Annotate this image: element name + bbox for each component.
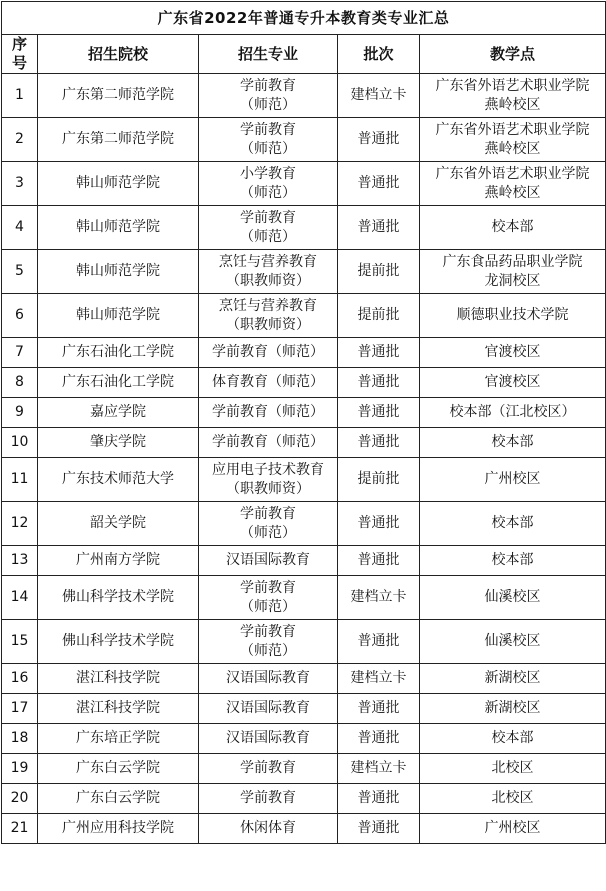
site-cell-line: 广州校区: [484, 471, 541, 487]
school-cell: 广东第二师范学院: [38, 118, 199, 162]
major-cell: [199, 784, 338, 814]
summary-table: [1, 1, 606, 844]
major-cell: [199, 338, 338, 368]
batch-cell: 建档立卡: [338, 664, 420, 694]
row-number-cell: 21: [2, 814, 38, 844]
school-cell: 韩山师范学院: [38, 162, 199, 206]
major-cell-line: 学前教育: [240, 77, 296, 94]
school-cell: 佛山科学技术学院: [38, 576, 199, 620]
table-row: [2, 368, 606, 398]
row-number-cell: 9: [2, 398, 38, 428]
site-cell-line: 广东省外语艺术职业学院: [435, 121, 590, 138]
table-row: [2, 162, 606, 206]
batch-cell: 普通批: [338, 546, 420, 576]
site-cell-line: 龙洞校区: [484, 272, 541, 289]
site-cell: [420, 428, 606, 458]
row-number-cell: 14: [2, 576, 38, 620]
batch-cell: 建档立卡: [338, 74, 420, 118]
row-number-cell: 19: [2, 754, 38, 784]
major-cell-line: （师范）: [240, 140, 296, 157]
major-cell-line: 学前教育: [240, 209, 296, 226]
table-row: [2, 250, 606, 294]
table-row: [2, 694, 606, 724]
major-cell-line: 汉语国际教育: [226, 670, 310, 686]
header-site: 教学点: [420, 35, 606, 74]
site-cell: [420, 74, 606, 118]
site-cell-line: 广州校区: [484, 820, 541, 836]
row-number-cell: 17: [2, 694, 38, 724]
school-cell: 韩山师范学院: [38, 294, 199, 338]
major-cell-line: 烹饪与营养教育: [219, 297, 317, 314]
table-row: [2, 428, 606, 458]
table-row: [2, 206, 606, 250]
site-cell: [420, 338, 606, 368]
batch-cell: 建档立卡: [338, 754, 420, 784]
site-cell: [420, 398, 606, 428]
batch-cell: 普通批: [338, 368, 420, 398]
table-row: [2, 338, 606, 368]
batch-cell: 普通批: [338, 694, 420, 724]
row-number-cell: 18: [2, 724, 38, 754]
major-cell-line: 小学教育: [240, 165, 296, 182]
site-cell: [420, 206, 606, 250]
school-cell: 肇庆学院: [38, 428, 199, 458]
major-cell: [199, 814, 338, 844]
school-cell: 湛江科技学院: [38, 694, 199, 724]
site-cell: [420, 118, 606, 162]
table-row: [2, 294, 606, 338]
batch-cell: 普通批: [338, 398, 420, 428]
school-cell: 韶关学院: [38, 502, 199, 546]
major-cell: [199, 694, 338, 724]
site-cell: [420, 294, 606, 338]
row-number-cell: 4: [2, 206, 38, 250]
row-number-cell: 10: [2, 428, 38, 458]
site-cell-line: 广东食品药品职业学院: [442, 253, 583, 270]
site-cell-line: 校本部: [491, 552, 534, 568]
major-cell-line: 学前教育: [240, 760, 296, 776]
table-row: [2, 118, 606, 162]
major-cell-line: （师范）: [240, 524, 296, 541]
table-title: 广东省2022年普通专升本教育类专业汇总: [2, 2, 606, 35]
major-cell-line: 汉语国际教育: [226, 700, 310, 716]
header-major: 招生专业: [199, 35, 338, 74]
batch-cell: 提前批: [338, 458, 420, 502]
site-cell-line: 顺德职业技术学院: [456, 307, 569, 323]
school-cell: 广东第二师范学院: [38, 74, 199, 118]
batch-cell: 普通批: [338, 502, 420, 546]
major-cell: [199, 754, 338, 784]
major-cell-line: 汉语国际教育: [226, 730, 310, 746]
site-cell: [420, 576, 606, 620]
major-cell-line: 体育教育（师范）: [212, 374, 324, 390]
major-cell-line: 学前教育: [240, 121, 296, 138]
major-cell-line: 应用电子技术教育: [212, 461, 324, 478]
batch-cell: 建档立卡: [338, 576, 420, 620]
major-cell-line: （师范）: [240, 642, 296, 659]
major-cell-line: （师范）: [240, 184, 296, 201]
major-cell: [199, 664, 338, 694]
major-cell: [199, 576, 338, 620]
major-cell-line: （师范）: [240, 228, 296, 245]
row-number-cell: 13: [2, 546, 38, 576]
site-cell-line: 官渡校区: [484, 344, 541, 360]
school-cell: 广州南方学院: [38, 546, 199, 576]
table-row: [2, 502, 606, 546]
major-cell-line: （职教师资）: [226, 480, 310, 497]
site-cell: [420, 664, 606, 694]
batch-cell: 普通批: [338, 206, 420, 250]
major-cell: [199, 368, 338, 398]
table-row: [2, 458, 606, 502]
school-cell: 广东培正学院: [38, 724, 199, 754]
major-cell-line: （师范）: [240, 598, 296, 615]
table-row: [2, 74, 606, 118]
site-cell-line: 燕岭校区: [484, 96, 541, 113]
table-row: [2, 576, 606, 620]
major-cell-line: 学前教育: [240, 623, 296, 640]
major-cell: [199, 458, 338, 502]
school-cell: 广东石油化工学院: [38, 368, 199, 398]
header-row: [2, 35, 606, 74]
site-cell: [420, 458, 606, 502]
site-cell: [420, 250, 606, 294]
row-number-cell: 15: [2, 620, 38, 664]
header-batch: 批次: [338, 35, 420, 74]
major-cell: [199, 118, 338, 162]
major-cell-line: （职教师资）: [226, 272, 310, 289]
site-cell-line: 校本部（江北校区）: [449, 404, 576, 420]
table-row: [2, 620, 606, 664]
row-number-cell: 16: [2, 664, 38, 694]
school-cell: 佛山科学技术学院: [38, 620, 199, 664]
site-cell-line: 广东省外语艺术职业学院: [435, 165, 590, 182]
site-cell-line: 仙溪校区: [484, 589, 541, 605]
site-cell: [420, 784, 606, 814]
school-cell: 广州应用科技学院: [38, 814, 199, 844]
table-row: [2, 546, 606, 576]
major-cell-line: 学前教育: [240, 505, 296, 522]
site-cell-line: 仙溪校区: [484, 633, 541, 649]
major-cell-line: 学前教育（师范）: [212, 404, 324, 420]
major-cell: [199, 546, 338, 576]
batch-cell: 普通批: [338, 428, 420, 458]
row-number-cell: 2: [2, 118, 38, 162]
major-cell: [199, 206, 338, 250]
site-cell-line: 广东省外语艺术职业学院: [435, 77, 590, 94]
batch-cell: 普通批: [338, 118, 420, 162]
row-number-cell: 3: [2, 162, 38, 206]
table-row: [2, 784, 606, 814]
batch-cell: 普通批: [338, 814, 420, 844]
major-cell: [199, 162, 338, 206]
table-row: [2, 724, 606, 754]
site-cell-line: 校本部: [491, 434, 534, 450]
site-cell: [420, 502, 606, 546]
major-cell: [199, 502, 338, 546]
table-row: [2, 754, 606, 784]
school-cell: 韩山师范学院: [38, 250, 199, 294]
row-number-cell: 1: [2, 74, 38, 118]
major-cell-line: 学前教育（师范）: [212, 344, 324, 360]
table-row: [2, 398, 606, 428]
major-cell-line: （职教师资）: [226, 316, 310, 333]
header-no: 序号: [2, 35, 38, 74]
major-cell: [199, 250, 338, 294]
batch-cell: 提前批: [338, 294, 420, 338]
row-number-cell: 8: [2, 368, 38, 398]
major-cell-line: 汉语国际教育: [226, 552, 310, 568]
major-cell-line: 烹饪与营养教育: [219, 253, 317, 270]
school-cell: 湛江科技学院: [38, 664, 199, 694]
school-cell: 广东技术师范大学: [38, 458, 199, 502]
batch-cell: 普通批: [338, 162, 420, 206]
school-cell: 广东白云学院: [38, 784, 199, 814]
table-row: [2, 664, 606, 694]
site-cell-line: 燕岭校区: [484, 184, 541, 201]
major-cell-line: （师范）: [240, 96, 296, 113]
row-number-cell: 20: [2, 784, 38, 814]
school-cell: 韩山师范学院: [38, 206, 199, 250]
row-number-cell: 11: [2, 458, 38, 502]
major-cell: [199, 74, 338, 118]
school-cell: 嘉应学院: [38, 398, 199, 428]
batch-cell: 普通批: [338, 784, 420, 814]
site-cell: [420, 754, 606, 784]
major-cell: [199, 620, 338, 664]
major-cell-line: 学前教育: [240, 790, 296, 806]
school-cell: 广东石油化工学院: [38, 338, 199, 368]
row-number-cell: 6: [2, 294, 38, 338]
batch-cell: 普通批: [338, 338, 420, 368]
site-cell: [420, 162, 606, 206]
major-cell-line: 休闲体育: [240, 820, 296, 836]
site-cell: [420, 814, 606, 844]
site-cell: [420, 620, 606, 664]
table-body: [2, 74, 606, 844]
site-cell-line: 北校区: [491, 760, 534, 776]
site-cell-line: 校本部: [491, 219, 534, 235]
site-cell-line: 校本部: [491, 730, 534, 746]
header-school: 招生院校: [38, 35, 199, 74]
table-row: [2, 814, 606, 844]
major-cell: [199, 294, 338, 338]
batch-cell: 普通批: [338, 724, 420, 754]
site-cell-line: 官渡校区: [484, 374, 541, 390]
site-cell-line: 北校区: [491, 790, 534, 806]
major-cell: [199, 398, 338, 428]
site-cell: [420, 368, 606, 398]
major-cell-line: 学前教育: [240, 579, 296, 596]
site-cell-line: 新湖校区: [484, 700, 541, 716]
major-cell: [199, 428, 338, 458]
site-cell-line: 燕岭校区: [484, 140, 541, 157]
site-cell-line: 校本部: [491, 515, 534, 531]
major-cell: [199, 724, 338, 754]
row-number-cell: 5: [2, 250, 38, 294]
school-cell: 广东白云学院: [38, 754, 199, 784]
site-cell-line: 新湖校区: [484, 670, 541, 686]
batch-cell: 提前批: [338, 250, 420, 294]
batch-cell: 普通批: [338, 620, 420, 664]
row-number-cell: 12: [2, 502, 38, 546]
row-number-cell: 7: [2, 338, 38, 368]
major-cell-line: 学前教育（师范）: [212, 434, 324, 450]
site-cell: [420, 546, 606, 576]
site-cell: [420, 694, 606, 724]
site-cell: [420, 724, 606, 754]
